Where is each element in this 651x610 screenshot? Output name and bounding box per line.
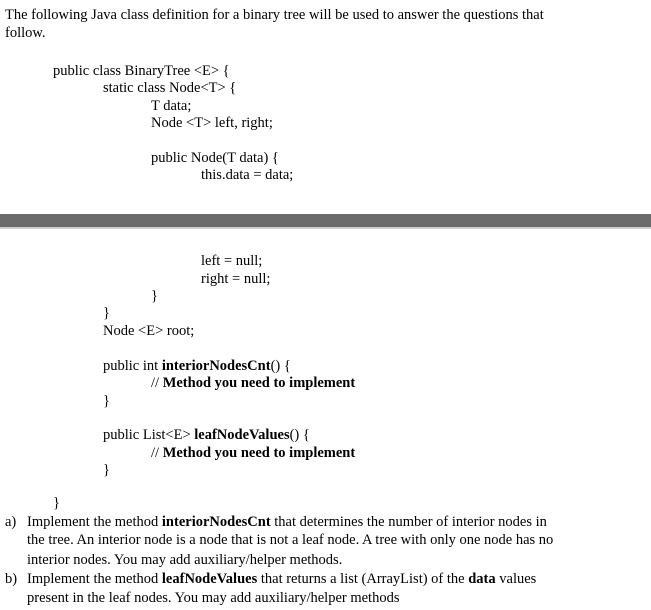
question-b-line-1-prefix: Implement the method: [27, 571, 162, 587]
code-interior-comment: [151, 374, 355, 392]
code-interior-comment-text: Method you need to implement: [162, 375, 356, 391]
question-b-data-word: data: [468, 571, 496, 587]
page-break-divider-edge: [0, 227, 651, 229]
question-b-line-1: [27, 570, 536, 588]
code-child-fields: Node <T> left, right;: [151, 115, 273, 131]
code-leaf-comment-prefix: //: [151, 445, 163, 461]
code-interior-method-name: interiorNodesCnt: [161, 358, 271, 374]
question-b-line-2: present in the leaf nodes. You may add auxiliary/helper methods: [27, 590, 400, 606]
code-leaf-prefix: public List<E>: [103, 427, 195, 443]
code-root-field: Node <E> root;: [103, 323, 195, 339]
question-a-line-1-prefix: Implement the method: [27, 514, 162, 530]
code-close-node: }: [103, 305, 110, 321]
code-leaf-method-declaration: [103, 426, 310, 444]
question-a-line-3: interior nodes. You may add auxiliary/helper methods.: [27, 552, 343, 568]
code-interior-method-declaration: [103, 357, 291, 375]
code-close-interior: }: [103, 393, 110, 409]
code-close-class: }: [53, 495, 60, 511]
code-close-constructor: }: [151, 288, 158, 304]
code-interior-prefix: public int: [103, 358, 162, 374]
code-leaf-comment: [151, 444, 355, 462]
code-node-declaration: static class Node<T> {: [103, 80, 237, 96]
code-interior-comment-prefix: //: [151, 375, 163, 391]
question-a-line-2: the tree. An interior node is a node that is not a leaf node. A tree with only one node has no: [27, 532, 554, 548]
code-close-leaf: }: [103, 462, 110, 478]
code-leaf-method-name: leafNodeValues: [194, 427, 290, 443]
question-a-method-name: interiorNodesCnt: [161, 514, 271, 530]
code-class-declaration: public class BinaryTree <E> {: [53, 63, 230, 79]
code-leaf-comment-text: Method you need to implement: [162, 445, 356, 461]
question-b-line-1-mid: that returns a list (ArrayList) of the: [257, 571, 469, 587]
intro-line-1: The following Java class definition for a binary tree will be used to answer the questions that: [5, 7, 544, 23]
page-break-divider: [0, 214, 651, 227]
question-a-line-1: [27, 513, 547, 531]
question-b-line-1-suffix: values: [495, 571, 537, 587]
code-data-field: T data;: [151, 98, 192, 114]
code-constructor-declaration: public Node(T data) {: [151, 150, 279, 166]
question-b-label: b): [5, 571, 18, 587]
code-constructor-body-data: this.data = data;: [201, 167, 294, 183]
question-a-label: a): [5, 514, 17, 530]
code-constructor-body-right: right = null;: [201, 271, 271, 287]
code-leaf-suffix: () {: [289, 427, 310, 443]
question-a-line-1-suffix: that determines the number of interior nodes in: [270, 514, 547, 530]
code-constructor-body-left: left = null;: [201, 253, 263, 269]
intro-line-2: follow.: [5, 25, 46, 41]
question-b-method-name: leafNodeValues: [161, 571, 258, 587]
code-interior-suffix: () {: [270, 358, 291, 374]
